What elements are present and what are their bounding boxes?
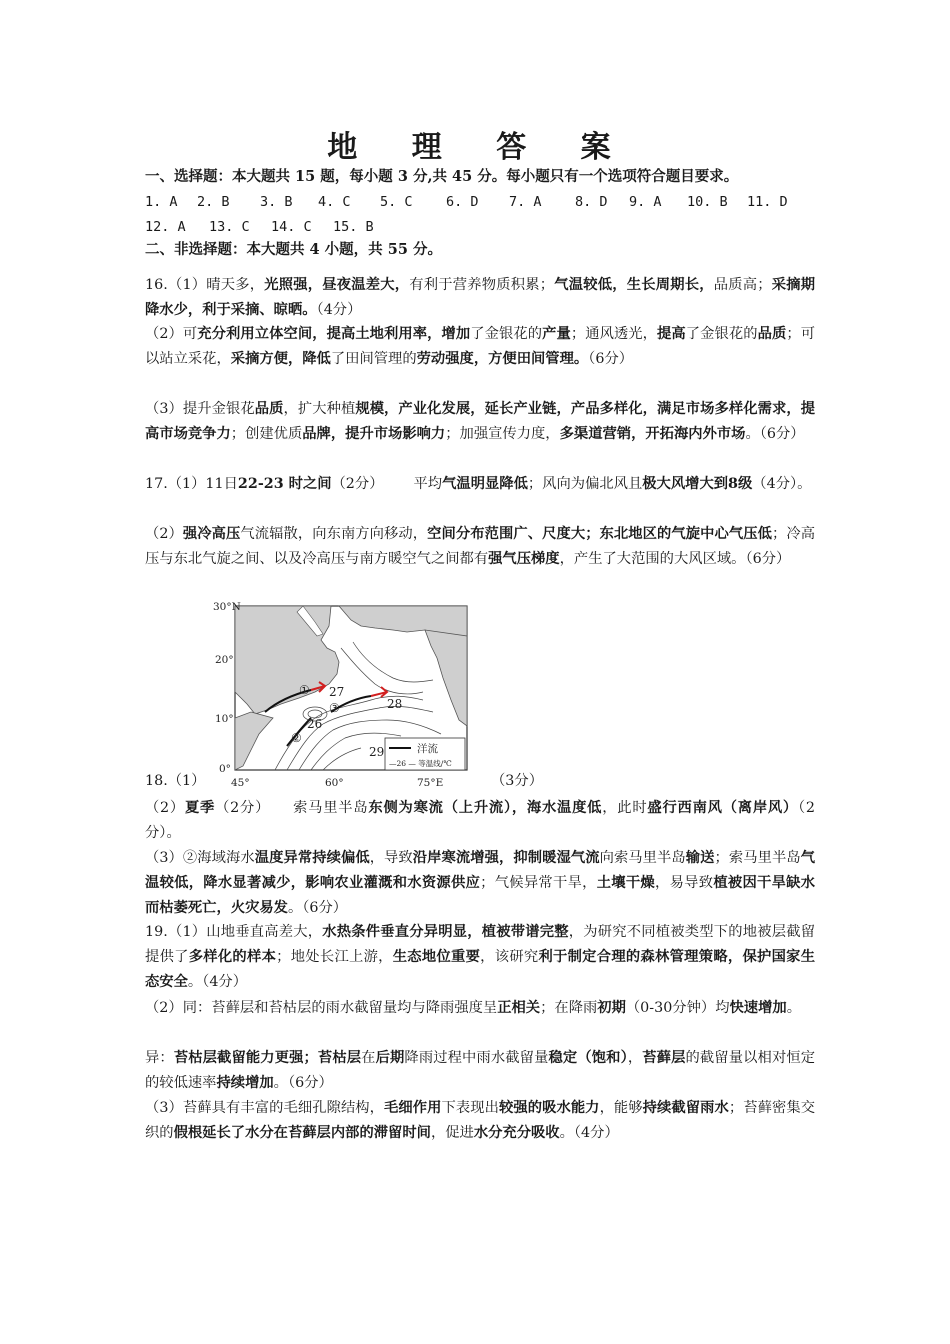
lon-label: 75°E (417, 777, 444, 788)
key-point: 强气压梯度 (488, 551, 560, 568)
key-point: 多样化的样本 (188, 949, 277, 966)
text: （2分） 索马里半岛 (215, 800, 369, 816)
key-point: 东侧为寒流（上升流），海水温度低 (368, 800, 603, 816)
page-title: 地 理 答 案 (327, 130, 633, 165)
key-point: 采摘期降水少，利于采摘、晾晒。 (145, 277, 816, 319)
answer-item: 14. C (271, 219, 312, 235)
map-legend (385, 738, 465, 770)
section1-heading: 一、选择题：本大题共 15 题，每小题 3 分,共 45 分。每小题只有一个选项符合题目要求。 (145, 168, 739, 185)
text: ， (627, 1050, 643, 1066)
answer-item: 15. B (333, 219, 374, 235)
key-point: 充分利用立体空间，提高土地利用率，增加 (197, 326, 471, 342)
key-point: 正相关 (497, 1000, 541, 1016)
key-point: 劳动强度，方便田间管理。 (416, 351, 589, 368)
key-point: 较强的吸水能力 (498, 1100, 600, 1116)
key-point: 生态地位重要 (392, 949, 481, 966)
text: 下表现出 (441, 1100, 499, 1116)
key-point: 水热条件垂直分异明显，植被带谱完整 (322, 924, 569, 940)
text: 降雨过程中雨水截留量 (404, 1050, 549, 1066)
marker: ① (299, 683, 310, 697)
text: 平均 (413, 476, 443, 492)
text: ；在降雨 (540, 1000, 598, 1016)
key-point: 提高 (657, 326, 686, 342)
lat-label: 20° (215, 654, 234, 666)
key-point: 沿岸寒流增强，抑制暖湿气流 (412, 850, 600, 866)
text: （0-30分钟）均 (625, 1000, 730, 1016)
key-point: 盛行西南风（离岸风） (647, 800, 798, 816)
key-point: 稳定（饱和） (548, 1050, 628, 1066)
key-point: 空间分布范围广、尺度大；东北地区的气旋中心气压低 (427, 526, 772, 542)
isotherm-value: 26 (307, 717, 323, 731)
q16-part3 (145, 397, 815, 447)
text: 异： (145, 1050, 174, 1066)
answer-item: 13. C (209, 219, 250, 235)
key-point: 品质 (757, 326, 787, 342)
key-point: 土壤干燥 (596, 875, 656, 892)
key-point: 苔藓层 (642, 1050, 686, 1066)
text: ，该研究 (480, 949, 539, 966)
score: （4分） (316, 302, 362, 319)
key-point: 毛细作用 (384, 1100, 442, 1116)
lat-label: 30°N (213, 601, 241, 613)
q17-part1 (145, 472, 815, 497)
score: 。（6分） (287, 900, 348, 917)
text: （3）苔藓具有丰富的毛细孔隙结构， (145, 1100, 385, 1116)
text: 19.（1）山地垂直高差大， (145, 924, 323, 940)
marker: ② (291, 731, 302, 745)
key-point: 品质 (254, 401, 284, 417)
key-point: 后期 (375, 1050, 405, 1066)
key-point: 夏季 (184, 800, 216, 816)
legend-current-label: 洋流 (417, 743, 438, 755)
answer-item: 10. B (687, 194, 728, 210)
text: ，产生了大范围的大风区域。（6分） (559, 551, 791, 568)
text: 向索马里半岛 (599, 850, 686, 866)
text: ，能够 (599, 1100, 643, 1116)
text: ，导致 (369, 850, 413, 866)
text: ；可以站立采花， (145, 326, 816, 368)
text: ，易导致 (655, 875, 714, 892)
key-point: 水分充分吸收 (473, 1125, 560, 1142)
key-point: 持续增加 (216, 1075, 274, 1092)
key-point: 快速增加 (729, 1000, 787, 1016)
answer-item: 9. A (629, 194, 662, 210)
text: （2） (145, 526, 183, 542)
score: 。（4分） (559, 1125, 619, 1142)
text: （2）可 (145, 326, 198, 342)
key-point: 气温明显降低 (442, 476, 528, 492)
answer-item: 6. D (446, 194, 479, 210)
key-point: 输送 (685, 850, 715, 866)
text: ，为研究不同植被类型下的地被层截留提供了 (145, 924, 815, 966)
text: 品质高； (713, 277, 772, 293)
text: ；加强宣传力度， (445, 426, 560, 443)
score: （2分） (331, 476, 384, 492)
score: （4分）。 (752, 476, 812, 492)
q18-part3 (145, 846, 815, 922)
marker: ③ (329, 701, 340, 715)
answer-item: 2. B (197, 194, 230, 210)
isotherm-value: 27 (329, 685, 345, 699)
key-point: 光照强，昼夜温差大， (264, 277, 410, 293)
text: 了金银花的 (685, 326, 758, 342)
answer-item: 12. A (145, 219, 186, 235)
score: 。（6分） (273, 1075, 333, 1092)
q16-part2 (145, 322, 815, 372)
text: ；通风透光， (570, 326, 658, 342)
text: 有利于营养物质积累； (409, 277, 555, 293)
lat-label: 0° (219, 763, 231, 775)
key-point: 产量 (542, 326, 571, 342)
key-point: 采摘方便，降低 (230, 351, 331, 368)
text: 。 (786, 1000, 801, 1016)
text: ；冷高压与东北气旋之间、以及冷高压与南方暖空气之间都有 (145, 526, 815, 568)
key-point: 品牌，提升市场影响力 (302, 426, 446, 443)
isotherm-value: 28 (387, 697, 403, 711)
answer-item: 3. B (260, 194, 293, 210)
text: 16.（1）晴天多， (145, 277, 265, 293)
text: 气流辐散，向东南方向移动， (240, 526, 428, 542)
key-point: 利于制定合理的森林管理策略，保护国家生态安全 (145, 949, 816, 991)
q18-part2 (145, 796, 815, 846)
key-point: 持续截留雨水 (642, 1100, 729, 1116)
lon-label: 60° (325, 777, 344, 788)
lat-label: 10° (215, 713, 234, 725)
text: 17.（1）11日 (145, 476, 238, 492)
key-point: 初期 (597, 1000, 626, 1016)
text: （2）同：苔藓层和苔枯层的雨水截留量均与降雨强度呈 (145, 1000, 498, 1016)
legend-isotherm-label: —26 — 等温线/℃ (389, 759, 452, 768)
answer-item: 4. C (318, 194, 351, 210)
answers-row-2 (145, 217, 374, 237)
key-point: 强冷高压 (182, 526, 241, 542)
q17-part2 (145, 522, 815, 572)
q16-part1 (145, 273, 815, 323)
q19-part2-differences (145, 1046, 815, 1096)
text: ，扩大种植 (283, 401, 356, 417)
text: （3）②海域海水 (145, 850, 255, 866)
score: （6分） (588, 351, 634, 368)
section2-heading: 二、非选择题：本大题共 4 小题，共 55 分。 (145, 241, 442, 258)
lon-label: 45° (231, 777, 250, 788)
text: ；气候异常干旱， (480, 875, 597, 892)
key-point: 苔枯层截留能力更强；苔枯层 (173, 1050, 362, 1066)
text: ；索马里半岛 (714, 850, 801, 866)
text: ；风向为偏北风且 (527, 476, 643, 492)
text: 在 (361, 1050, 376, 1066)
q19-part2 (145, 996, 815, 1021)
answer-item: 11. D (747, 194, 788, 210)
q19-part3 (145, 1096, 815, 1146)
text: （2） (145, 800, 185, 816)
key-point: 假根延长了水分在苔藓层内部的滞留时间 (173, 1125, 431, 1142)
key-point: 温度异常持续偏低 (254, 850, 370, 866)
isotherm-value: 29 (369, 745, 385, 759)
key-point: 气温较低，生长周期长， (554, 277, 714, 293)
key-point: 多渠道营销，开拓海内外市场 (559, 426, 746, 443)
text: （3）提升金银花 (145, 401, 255, 417)
text: ，此时 (602, 800, 648, 816)
key-point: 极大风增大到8级 (642, 476, 753, 492)
text: ；苔藓密集交织的 (145, 1100, 816, 1142)
score: 。（6分） (745, 426, 805, 443)
text: 的截留量以相对恒定的较低速率 (145, 1050, 816, 1092)
key-point: 气温较低，降水显著减少，影响农业灌溉和水资源供应 (145, 850, 816, 892)
arabian-sea-map (211, 600, 471, 788)
text: 了金银花的 (470, 326, 543, 342)
text: ；地处长江上游， (276, 949, 393, 966)
q18-part1-label: 18.（1） (145, 773, 206, 789)
answer-item: 7. A (509, 194, 542, 210)
answer-item: 1. A (145, 194, 178, 210)
q19-part1 (145, 920, 815, 996)
key-point: 植被因干旱缺水而枯萎死亡，火灾易发 (145, 875, 816, 917)
answer-item: 5. C (380, 194, 413, 210)
score: （2分）。 (145, 800, 816, 842)
key-point: 规模，产业化发展，延长产业链，产品多样化，满足市场多样化需求，提高市场竞争力 (145, 401, 816, 443)
text: ；创建优质 (230, 426, 303, 443)
key-point: 22-23 时之间 (237, 476, 332, 492)
answer-item: 8. D (575, 194, 608, 210)
text: 了田间管理的 (330, 351, 417, 368)
score: 。（4分） (187, 974, 248, 991)
text: ，促进 (430, 1125, 474, 1142)
q18-part1-score: （3分） (491, 773, 543, 789)
answers-row-1 (145, 192, 788, 212)
